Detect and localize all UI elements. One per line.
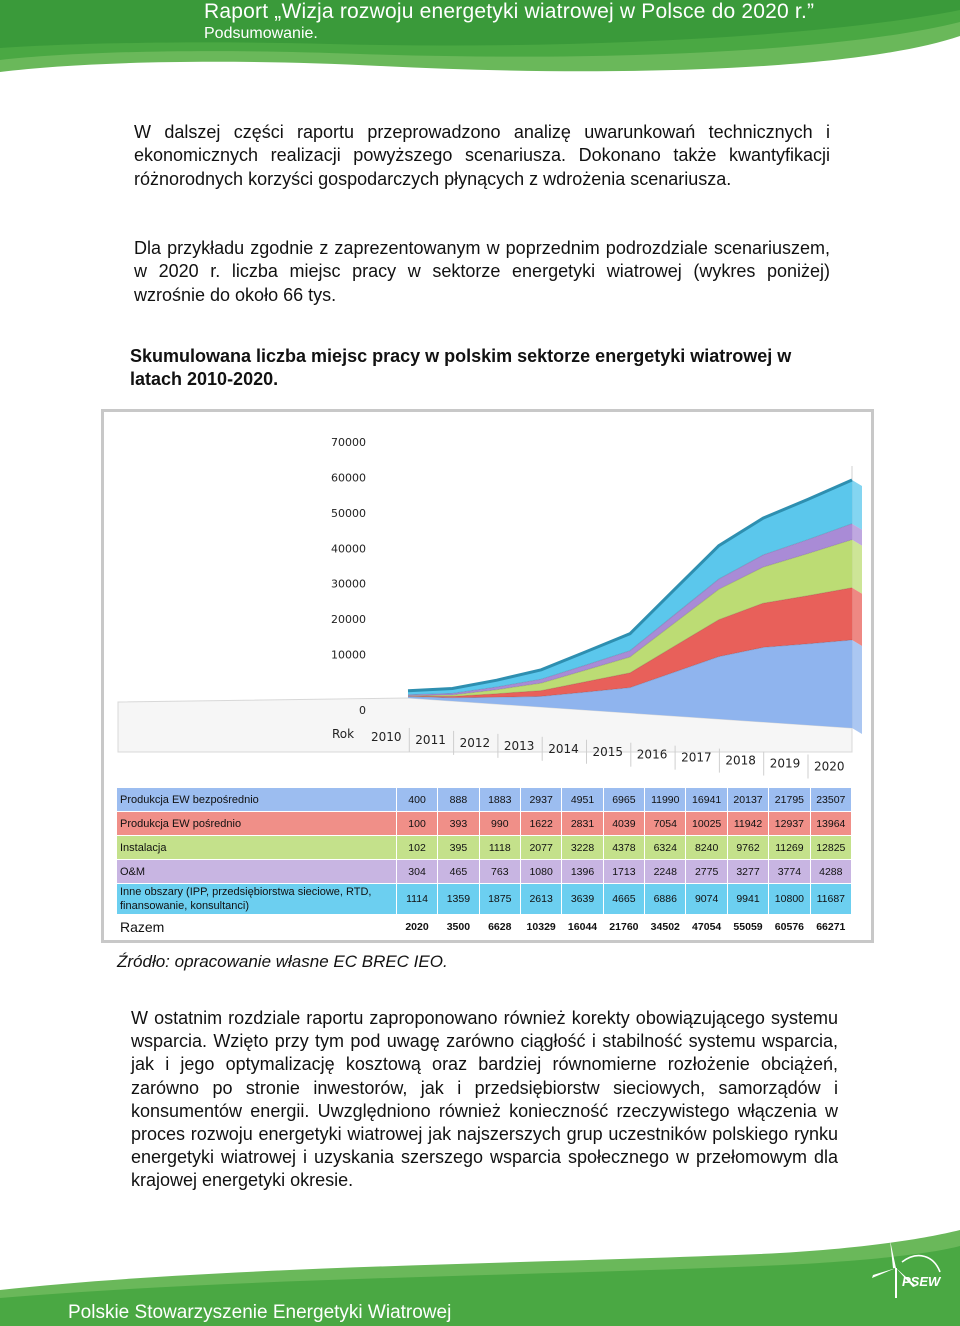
y-tick-label: 40000	[331, 542, 366, 556]
x-tick-label: 2011	[415, 732, 446, 747]
x-tick-label: 2013	[503, 738, 535, 753]
table-cell: 4378	[603, 836, 644, 860]
table-cell: 9762	[727, 836, 768, 860]
series-label: Produkcja EW pośrednio	[117, 812, 397, 836]
table-cell: 3639	[562, 884, 603, 915]
x-tick-label: 2017	[681, 750, 712, 765]
table-cell: 11269	[769, 836, 810, 860]
area-depth-1	[852, 588, 862, 646]
table-cell: 1875	[479, 884, 520, 915]
table-cell: 4951	[562, 788, 603, 812]
chart-data-table	[116, 787, 852, 940]
psew-logo-icon	[860, 1232, 946, 1302]
table-cell: 1080	[520, 860, 561, 884]
table-row-total	[117, 915, 852, 940]
total-cell: 10329	[520, 915, 561, 940]
table-cell: 100	[396, 812, 437, 836]
psew-logo-text: PSEW	[902, 1274, 941, 1289]
series-label: Produkcja EW bezpośrednio	[117, 788, 397, 812]
total-cell: 47054	[686, 915, 727, 940]
table-cell: 10800	[769, 884, 810, 915]
table-cell: 12937	[769, 812, 810, 836]
table-cell: 2077	[520, 836, 561, 860]
table-cell: 20137	[727, 788, 768, 812]
table-cell: 3277	[727, 860, 768, 884]
y-tick-label: 20000	[331, 613, 366, 627]
outro-paragraph: W ostatnim rozdziale raportu zaproponowano również korekty obowiązującego systemu wsparcia. Wzięto przy tym pod uwagę zarówno ciągłość i stabilność systemu wsparcia, jak i jego optymalizację kosztową oraz bardziej równomierne rozłożenie obciążeń, zarówno po stronie inwestorów, jak i przedsiębiorstw sieciowych, samorządów i konsumentów energii. Uwzględniono również konieczność rzeczywistego włączenia w proces rozwoju energetyki wiatrowej jak najszerszych grup uczestników polskiego rynku energetyki wiatrowej i uzyskania szerszego wsparcia społecznego w przełomowym dla krajowej energetyki okresie.	[131, 1008, 838, 1191]
x-tick-label: 2014	[548, 741, 579, 756]
table-cell: 2775	[686, 860, 727, 884]
table-cell: 102	[396, 836, 437, 860]
y-tick-label: 0	[359, 704, 366, 717]
table-cell: 395	[438, 836, 479, 860]
total-cell: 34502	[645, 915, 686, 940]
table-cell: 2937	[520, 788, 561, 812]
table-cell: 465	[438, 860, 479, 884]
total-cell: 16044	[562, 915, 603, 940]
total-label: Razem	[117, 915, 397, 940]
x-tick-label: 2015	[592, 744, 624, 759]
table-cell: 11990	[645, 788, 686, 812]
table-cell: 9941	[727, 884, 768, 915]
total-cell: 60576	[769, 915, 810, 940]
x-tick-label: 2012	[459, 735, 491, 750]
area-depth-0	[852, 640, 862, 734]
table-cell: 6886	[645, 884, 686, 915]
x-tick-label: 2010	[371, 730, 402, 744]
area-depth-4	[852, 480, 862, 530]
table-cell: 13964	[810, 812, 851, 836]
table-row	[117, 812, 852, 836]
chart-source: Źródło: opracowanie własne EC BREC IEO.	[117, 952, 448, 971]
table-cell: 393	[438, 812, 479, 836]
table-cell: 23507	[810, 788, 851, 812]
x-tick-label: 2018	[725, 753, 756, 768]
table-cell: 304	[396, 860, 437, 884]
table-cell: 7054	[645, 812, 686, 836]
page-footer	[0, 1180, 960, 1326]
total-cell: 2020	[396, 915, 437, 940]
intro-paragraph-2: Dla przykładu zgodnie z zaprezentowanym w poprzednim podrozdziale scenariuszem, w 2020 r. liczba miejsc pracy w sektorze energetyki wiatrowej (wykres poniżej) wzrośnie do około 66 tys.	[134, 238, 830, 305]
table-cell: 12825	[810, 836, 851, 860]
table-cell: 1359	[438, 884, 479, 915]
table-cell: 1622	[520, 812, 561, 836]
table-cell: 2248	[645, 860, 686, 884]
table-cell: 9074	[686, 884, 727, 915]
table-cell: 400	[396, 788, 437, 812]
series-label: Inne obszary (IPP, przedsiębiorstwa sieciowe, RTD, finansowanie, konsultanci)	[117, 884, 397, 915]
table-cell: 4665	[603, 884, 644, 915]
table-cell: 1114	[396, 884, 437, 915]
intro-paragraph-1: W dalszej części raportu przeprowadzono analizę uwarunkowań technicznych i ekonomicznych realizacji powyższego scenariusza. Dokonano także kwantyfikacji różnorodnych korzyści gospodarczych płynących z wdrożenia scenariusza.	[134, 122, 830, 189]
table-cell: 1118	[479, 836, 520, 860]
table-cell: 6965	[603, 788, 644, 812]
table-cell: 6324	[645, 836, 686, 860]
table-cell: 3228	[562, 836, 603, 860]
table-cell: 1713	[603, 860, 644, 884]
report-title: Raport „Wizja rozwoju energetyki wiatrowej w Polsce do 2020 r.”	[204, 0, 815, 23]
x-tick-label: 2019	[769, 756, 801, 771]
table-cell: 2613	[520, 884, 561, 915]
y-tick-label: 60000	[331, 471, 366, 485]
table-cell: 11942	[727, 812, 768, 836]
table-cell: 2831	[562, 812, 603, 836]
x-tick-label: 2016	[636, 747, 668, 762]
table-row	[117, 860, 852, 884]
total-cell: 21760	[603, 915, 644, 940]
table-row	[117, 788, 852, 812]
y-tick-label: 10000	[331, 648, 366, 662]
total-cell: 3500	[438, 915, 479, 940]
table-cell: 3774	[769, 860, 810, 884]
table-cell: 21795	[769, 788, 810, 812]
report-subtitle: Podsumowanie.	[204, 25, 318, 42]
table-cell: 888	[438, 788, 479, 812]
x-tick-label: 2020	[814, 759, 845, 774]
table-cell: 10025	[686, 812, 727, 836]
table-cell: 16941	[686, 788, 727, 812]
table-cell: 1396	[562, 860, 603, 884]
y-tick-label: 30000	[331, 577, 366, 591]
table-row	[117, 836, 852, 860]
table-cell: 990	[479, 812, 520, 836]
y-tick-label: 50000	[331, 506, 366, 520]
y-tick-label: 70000	[331, 436, 366, 449]
footer-org-name: Polskie Stowarzyszenie Energetyki Wiatrowej	[68, 1302, 452, 1323]
area-depth-2	[852, 540, 862, 594]
table-cell: 4039	[603, 812, 644, 836]
table-cell: 11687	[810, 884, 851, 915]
table-cell: 1883	[479, 788, 520, 812]
table-row	[117, 884, 852, 915]
series-label: O&M	[117, 860, 397, 884]
total-cell: 6628	[479, 915, 520, 940]
table-cell: 4288	[810, 860, 851, 884]
total-cell: 66271	[810, 915, 851, 940]
x-axis-header: Rok	[332, 727, 355, 741]
chart-heading: Skumulowana liczba miejsc pracy w polskim sektorze energetyki wiatrowej w latach 2010-2020.	[130, 346, 792, 389]
table-cell: 763	[479, 860, 520, 884]
table-cell: 8240	[686, 836, 727, 860]
series-label: Instalacja	[117, 836, 397, 860]
total-cell: 55059	[727, 915, 768, 940]
